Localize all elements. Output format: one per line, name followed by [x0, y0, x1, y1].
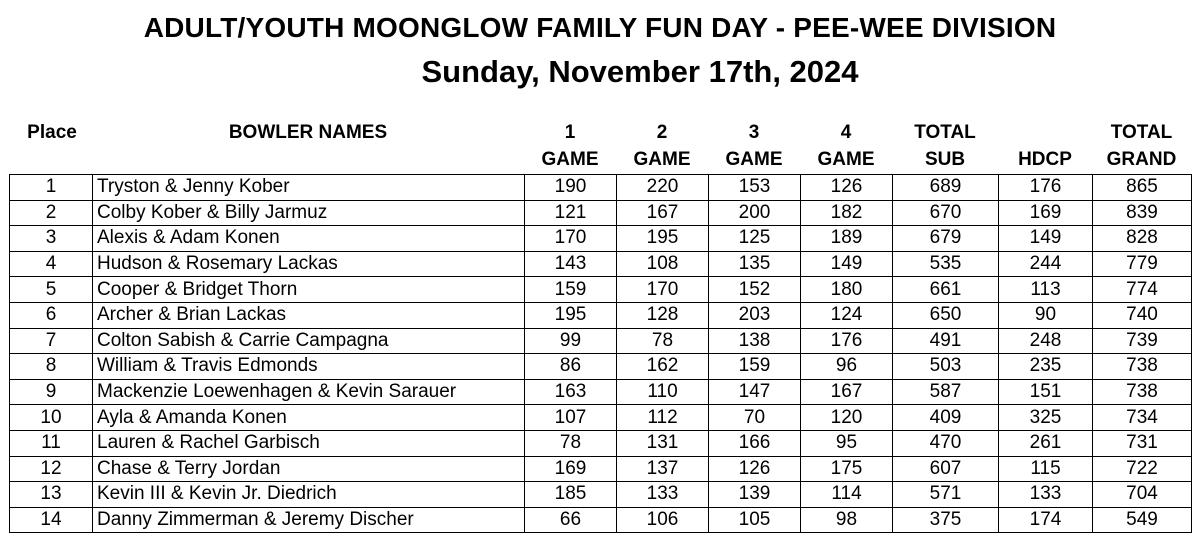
game-4-cell: 189 [801, 226, 893, 252]
total-sub-cell: 503 [893, 354, 999, 380]
table-row [10, 405, 1192, 431]
total-sub-cell: 689 [893, 175, 999, 201]
game-3-cell: 135 [709, 251, 801, 277]
header-game-4-label: GAME [817, 149, 875, 170]
hdcp-cell: 174 [999, 507, 1093, 533]
total-grand-cell: 865 [1093, 175, 1192, 201]
game-3-cell: 203 [709, 302, 801, 328]
total-sub-cell: 375 [893, 507, 999, 533]
total-grand-cell: 731 [1093, 430, 1192, 456]
bowler-names-cell: Colby Kober & Billy Jarmuz [93, 200, 525, 226]
game-2-cell: 112 [617, 405, 709, 431]
game-2-cell: 106 [617, 507, 709, 533]
standings-table [9, 174, 1192, 533]
game-1-cell: 185 [525, 482, 617, 508]
game-3-cell: 200 [709, 200, 801, 226]
hdcp-cell: 176 [999, 175, 1093, 201]
header-total-grand-top: TOTAL [1110, 122, 1173, 143]
game-3-cell: 153 [709, 175, 801, 201]
place-cell: 14 [10, 507, 93, 533]
game-2-cell: 220 [617, 175, 709, 201]
total-sub-cell: 491 [893, 328, 999, 354]
header-game-1 [524, 119, 616, 173]
game-2-cell: 108 [617, 251, 709, 277]
hdcp-cell: 244 [999, 251, 1093, 277]
table-row [10, 226, 1192, 252]
game-4-cell: 96 [801, 354, 893, 380]
total-sub-cell: 670 [893, 200, 999, 226]
header-hdcp: HDCP [1018, 149, 1072, 170]
hdcp-cell: 90 [999, 302, 1093, 328]
game-2-cell: 167 [617, 200, 709, 226]
game-4-cell: 126 [801, 175, 893, 201]
game-3-cell: 152 [709, 277, 801, 303]
game-4-cell: 120 [801, 405, 893, 431]
game-4-cell: 167 [801, 379, 893, 405]
game-3-cell: 70 [709, 405, 801, 431]
header-total-sub [892, 119, 998, 173]
bowler-names-cell: Colton Sabish & Carrie Campagna [93, 328, 525, 354]
place-cell: 3 [10, 226, 93, 252]
game-1-cell: 78 [525, 430, 617, 456]
header-total-grand [1092, 119, 1191, 173]
table-row [10, 456, 1192, 482]
table-row [10, 251, 1192, 277]
bowler-names-cell: Hudson & Rosemary Lackas [93, 251, 525, 277]
game-3-cell: 138 [709, 328, 801, 354]
table-row [10, 328, 1192, 354]
total-sub-cell: 679 [893, 226, 999, 252]
place-cell: 10 [10, 405, 93, 431]
total-sub-cell: 650 [893, 302, 999, 328]
game-1-cell: 170 [525, 226, 617, 252]
game-1-cell: 190 [525, 175, 617, 201]
game-2-cell: 195 [617, 226, 709, 252]
hdcp-cell: 261 [999, 430, 1093, 456]
total-sub-cell: 571 [893, 482, 999, 508]
total-sub-cell: 409 [893, 405, 999, 431]
game-1-cell: 86 [525, 354, 617, 380]
game-4-cell: 176 [801, 328, 893, 354]
game-1-cell: 99 [525, 328, 617, 354]
game-2-cell: 128 [617, 302, 709, 328]
bowler-names-cell: Tryston & Jenny Kober [93, 175, 525, 201]
game-4-cell: 124 [801, 302, 893, 328]
game-1-cell: 66 [525, 507, 617, 533]
header-game-1-number: 1 [564, 122, 576, 143]
game-4-cell: 149 [801, 251, 893, 277]
total-sub-cell: 587 [893, 379, 999, 405]
total-grand-cell: 828 [1093, 226, 1192, 252]
total-sub-cell: 535 [893, 251, 999, 277]
game-1-cell: 143 [525, 251, 617, 277]
game-4-cell: 175 [801, 456, 893, 482]
game-3-cell: 105 [709, 507, 801, 533]
place-cell: 12 [10, 456, 93, 482]
bowler-names-cell: William & Travis Edmonds [93, 354, 525, 380]
game-4-cell: 114 [801, 482, 893, 508]
game-2-cell: 133 [617, 482, 709, 508]
table-row [10, 200, 1192, 226]
header-bowler-names: BOWLER NAMES [228, 122, 388, 143]
game-1-cell: 107 [525, 405, 617, 431]
game-2-cell: 162 [617, 354, 709, 380]
table-row [10, 175, 1192, 201]
total-grand-cell: 779 [1093, 251, 1192, 277]
total-grand-cell: 774 [1093, 277, 1192, 303]
game-1-cell: 163 [525, 379, 617, 405]
place-cell: 13 [10, 482, 93, 508]
bowler-names-cell: Alexis & Adam Konen [93, 226, 525, 252]
header-game-4-number: 4 [840, 122, 852, 143]
hdcp-cell: 149 [999, 226, 1093, 252]
standings-rows [10, 175, 1192, 533]
hdcp-cell: 248 [999, 328, 1093, 354]
place-cell: 11 [10, 430, 93, 456]
hdcp-cell: 113 [999, 277, 1093, 303]
header-total-sub-top: TOTAL [914, 122, 976, 143]
game-2-cell: 110 [617, 379, 709, 405]
place-cell: 7 [10, 328, 93, 354]
hdcp-cell: 235 [999, 354, 1093, 380]
game-3-cell: 125 [709, 226, 801, 252]
bowler-names-cell: Danny Zimmerman & Jeremy Discher [93, 507, 525, 533]
page-subtitle: Sunday, November 17th, 2024 [421, 54, 859, 89]
total-sub-cell: 607 [893, 456, 999, 482]
header-total-grand-bottom: GRAND [1106, 149, 1177, 170]
hdcp-cell: 133 [999, 482, 1093, 508]
place-cell: 4 [10, 251, 93, 277]
total-grand-cell: 549 [1093, 507, 1192, 533]
total-grand-cell: 722 [1093, 456, 1192, 482]
total-grand-cell: 734 [1093, 405, 1192, 431]
hdcp-cell: 151 [999, 379, 1093, 405]
game-4-cell: 98 [801, 507, 893, 533]
game-4-cell: 180 [801, 277, 893, 303]
total-grand-cell: 704 [1093, 482, 1192, 508]
game-4-cell: 182 [801, 200, 893, 226]
header-game-1-label: GAME [541, 149, 599, 170]
table-row [10, 302, 1192, 328]
game-2-cell: 131 [617, 430, 709, 456]
total-grand-cell: 738 [1093, 379, 1192, 405]
table-row [10, 379, 1192, 405]
bowler-names-cell: Lauren & Rachel Garbisch [93, 430, 525, 456]
header-game-3-label: GAME [725, 149, 783, 170]
total-sub-cell: 470 [893, 430, 999, 456]
bowler-names-cell: Mackenzie Loewenhagen & Kevin Sarauer [93, 379, 525, 405]
hdcp-cell: 115 [999, 456, 1093, 482]
header-game-3 [708, 119, 800, 173]
bowler-names-cell: Archer & Brian Lackas [93, 302, 525, 328]
place-cell: 2 [10, 200, 93, 226]
place-cell: 9 [10, 379, 93, 405]
place-cell: 5 [10, 277, 93, 303]
game-1-cell: 159 [525, 277, 617, 303]
game-3-cell: 126 [709, 456, 801, 482]
total-grand-cell: 839 [1093, 200, 1192, 226]
header-game-4 [800, 119, 892, 173]
header-game-2-number: 2 [656, 122, 668, 143]
game-3-cell: 166 [709, 430, 801, 456]
game-2-cell: 137 [617, 456, 709, 482]
table-row [10, 482, 1192, 508]
place-cell: 8 [10, 354, 93, 380]
hdcp-cell: 169 [999, 200, 1093, 226]
game-2-cell: 170 [617, 277, 709, 303]
bowler-names-cell: Kevin III & Kevin Jr. Diedrich [93, 482, 525, 508]
table-row [10, 277, 1192, 303]
page-title: ADULT/YOUTH MOONGLOW FAMILY FUN DAY - PEE-WEE DIVISION [143, 12, 1057, 43]
game-1-cell: 169 [525, 456, 617, 482]
total-grand-cell: 740 [1093, 302, 1192, 328]
header-game-3-number: 3 [748, 122, 760, 143]
table-row [10, 430, 1192, 456]
game-1-cell: 121 [525, 200, 617, 226]
game-3-cell: 147 [709, 379, 801, 405]
place-cell: 6 [10, 302, 93, 328]
table-row [10, 354, 1192, 380]
game-4-cell: 95 [801, 430, 893, 456]
game-1-cell: 195 [525, 302, 617, 328]
bowler-names-cell: Ayla & Amanda Konen [93, 405, 525, 431]
total-sub-cell: 661 [893, 277, 999, 303]
game-3-cell: 159 [709, 354, 801, 380]
header-game-2 [616, 119, 708, 173]
game-2-cell: 78 [617, 328, 709, 354]
header-total-sub-bottom: SUB [924, 149, 966, 170]
header-game-2-label: GAME [633, 149, 691, 170]
place-cell: 1 [10, 175, 93, 201]
total-grand-cell: 739 [1093, 328, 1192, 354]
table-row [10, 507, 1192, 533]
bowler-names-cell: Chase & Terry Jordan [93, 456, 525, 482]
bowler-names-cell: Cooper & Bridget Thorn [93, 277, 525, 303]
hdcp-cell: 325 [999, 405, 1093, 431]
header-place: Place [27, 122, 77, 143]
total-grand-cell: 738 [1093, 354, 1192, 380]
game-3-cell: 139 [709, 482, 801, 508]
